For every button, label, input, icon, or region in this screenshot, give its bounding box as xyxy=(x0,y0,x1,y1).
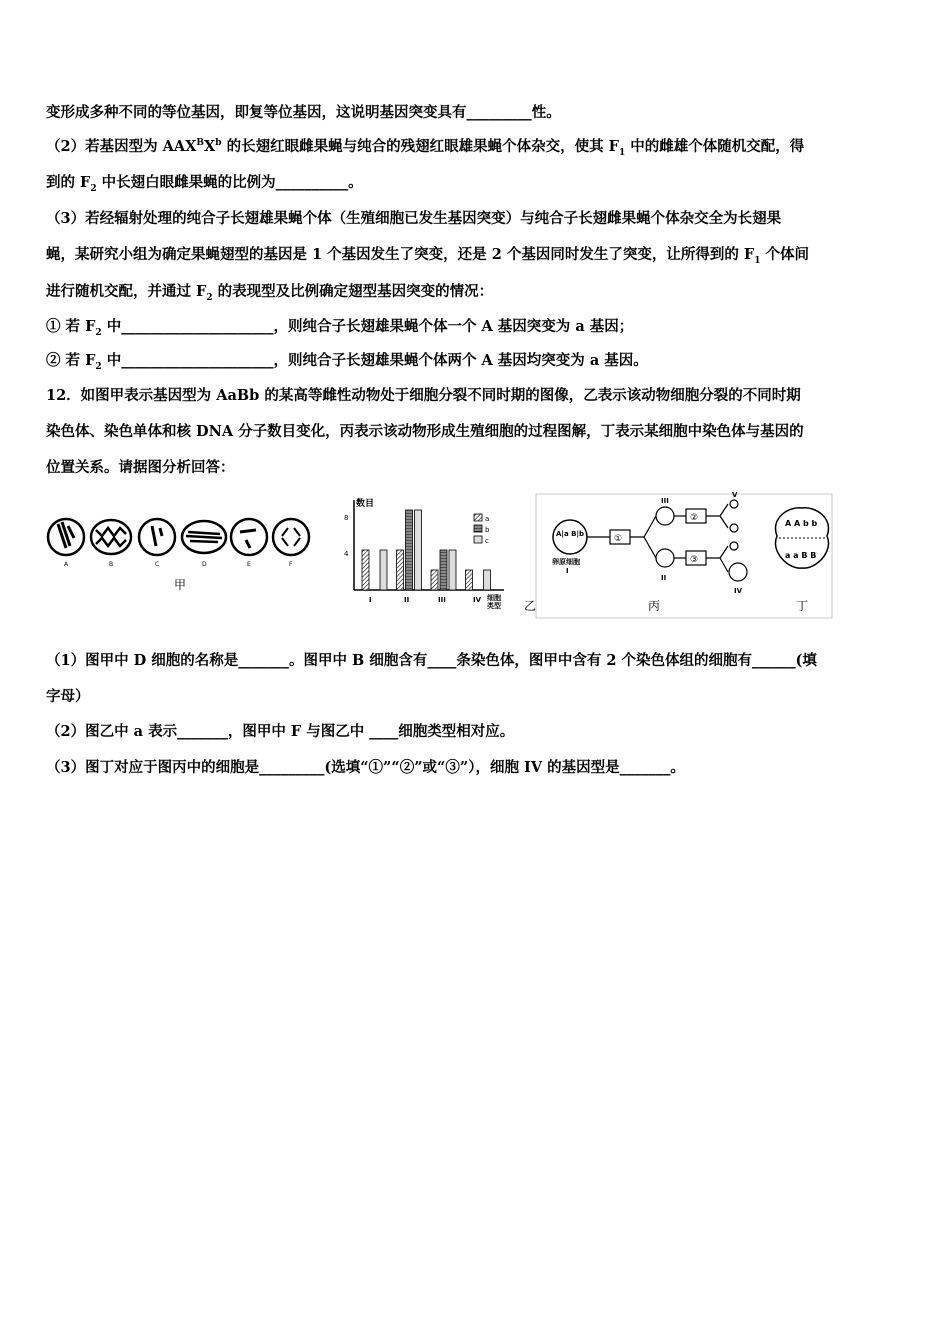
bar-c-III xyxy=(449,550,456,590)
cell-I-genes: A|a B|b xyxy=(556,530,585,538)
y-tick-label: 4 xyxy=(344,550,349,558)
polar-body xyxy=(730,524,738,532)
genes-top: A A b b xyxy=(785,519,818,528)
bar-a-IV xyxy=(466,570,473,590)
caption-yi: 乙 xyxy=(524,599,537,613)
subquestion-1-line-1: （1）图甲中 D 细胞的名称是_______。图甲中 B 细胞含有____条染色体，图甲中含有 2 个染色体组的细胞有______(填 xyxy=(46,652,817,669)
subquestion-2: （2）图乙中 a 表示_______，图甲中 F 与图乙中 ____细胞类型相对应。 xyxy=(46,723,515,740)
genes-bottom: a a B B xyxy=(785,551,817,560)
cell-C xyxy=(139,519,175,555)
cell-E xyxy=(231,519,267,555)
legend-label: b xyxy=(485,526,490,534)
legend-swatch-b xyxy=(474,525,482,532)
step-label: ③ xyxy=(690,555,699,565)
legend xyxy=(474,514,490,545)
cell-D xyxy=(182,521,226,553)
cell-label: E xyxy=(247,561,251,568)
legend-label: a xyxy=(485,515,490,523)
text-line-1: 变形成多种不同的等位基因，即复等位基因，这说明基因突变具有_________性。 xyxy=(46,104,561,121)
text-line-5: 蝇，某研究小组为确定果蝇翅型的基因是 1 个基因发生了突变，还是 2 个基因同时发生了突变，让所得到的 $F_1$ 个体间 xyxy=(46,246,810,266)
y-tick-label: 8 xyxy=(344,514,349,522)
cell-label: B xyxy=(109,561,114,568)
cell-I xyxy=(553,520,587,554)
cell-label: F xyxy=(289,561,293,568)
step-label: ② xyxy=(690,513,699,523)
text-line-7: ① 若 $F_2$ 中_____________________，则纯合子长翅雄果蝇个体一个 A 基因突变为 a 基因； xyxy=(46,318,634,338)
cell-III xyxy=(656,507,674,525)
x-tick-label: III xyxy=(438,596,446,604)
cell-I-roman: I xyxy=(566,567,569,575)
bar-group xyxy=(362,510,491,590)
biology-figure xyxy=(44,492,834,620)
question-12-line-3: 位置关系。请据图分析回答： xyxy=(46,459,235,476)
node-label: V xyxy=(732,492,738,499)
cell-F xyxy=(273,519,309,555)
question-12-line-1: 12．如图甲表示基因型为 AaBb 的某高等雌性动物处于细胞分裂不同时期的图像，乙表示该动物细胞分裂的不同时期 xyxy=(46,387,801,404)
cell-label: A xyxy=(64,561,69,568)
step-label: ① xyxy=(614,534,623,544)
question-12-line-2: 染色体、染色单体和核 DNA 分子数目变化，丙表示该动物形成生殖细胞的过程图解，丁表示某细胞中染色体与基因的 xyxy=(46,423,804,440)
subquestion-1-line-2: 字母） xyxy=(46,688,90,705)
subquestion-3: （3）图丁对应于图丙中的细胞是_________(选填“①”“②”或“③”），细胞 IV 的基因型是_______。 xyxy=(46,759,685,776)
branch-lines xyxy=(706,504,728,572)
caption-ding: 丁 xyxy=(796,599,809,613)
cell-B xyxy=(91,520,131,554)
bar-c-I xyxy=(380,550,387,590)
cell-II xyxy=(656,549,674,567)
bar-a-III xyxy=(431,570,438,590)
text-line-8: ② 若 $F_2$ 中_____________________，则纯合子长翅雄果蝇个体两个 A 基因均突变为 a 基因。 xyxy=(46,352,648,372)
legend-label: c xyxy=(485,537,489,545)
figure-ding xyxy=(775,508,828,613)
bar-b-III xyxy=(440,550,447,590)
cell-label: D xyxy=(202,561,207,568)
x-tick-label: IV xyxy=(473,596,482,604)
caption-bing: 丙 xyxy=(648,599,661,613)
legend-swatch-c xyxy=(474,536,482,543)
text-line-4: （3）若经辐射处理的纯合子长翅雄果蝇个体（生殖细胞已发生基因突变）与纯合子长翅雌果蝇个体杂交全为长翅果 xyxy=(46,210,782,227)
bar-c-II xyxy=(415,510,422,590)
branch-lines xyxy=(630,516,656,558)
node-label: III xyxy=(661,497,669,505)
bar-a-II xyxy=(397,550,404,590)
x-tick-label: II xyxy=(404,596,410,604)
text-line-3: 到的 $F_2$ 中长翅白眼雌果蝇的比例为__________。 xyxy=(46,174,363,194)
x-axis-title-line2: 类型 xyxy=(487,602,501,610)
polar-body xyxy=(730,500,738,508)
cell-A xyxy=(48,519,84,555)
cell-label: C xyxy=(155,561,160,568)
cell-I-label: 卵原细胞 xyxy=(552,558,580,566)
figure-jia xyxy=(48,519,309,592)
text-line-6: 进行随机交配，并通过 $F_2$ 的表现型及比例确定翅型基因突变的情况： xyxy=(46,283,494,303)
bar-c-IV xyxy=(484,570,491,590)
bar-a-I xyxy=(362,550,369,590)
legend-swatch-a xyxy=(474,514,482,521)
node-label: II xyxy=(661,574,667,582)
x-tick-label: I xyxy=(369,596,372,604)
bar-b-II xyxy=(406,510,413,590)
x-axis-title-line1: 细胞 xyxy=(487,594,501,602)
caption-jia: 甲 xyxy=(174,578,187,592)
polar-body xyxy=(730,542,738,550)
y-axis-title: 数目 xyxy=(356,499,375,509)
figure-svg xyxy=(44,492,834,620)
figure-yi-chart xyxy=(344,497,536,613)
cell-IV xyxy=(729,563,747,581)
node-label: IV xyxy=(734,587,743,595)
text-line-2: （2）若基因型为 $AAX^BX^b$ 的长翅红眼雌果蝇与纯合的残翅红眼雄果蝇个体杂交，使其 $F_1$ 中的雌雄个体随机交配，得 xyxy=(46,138,805,158)
